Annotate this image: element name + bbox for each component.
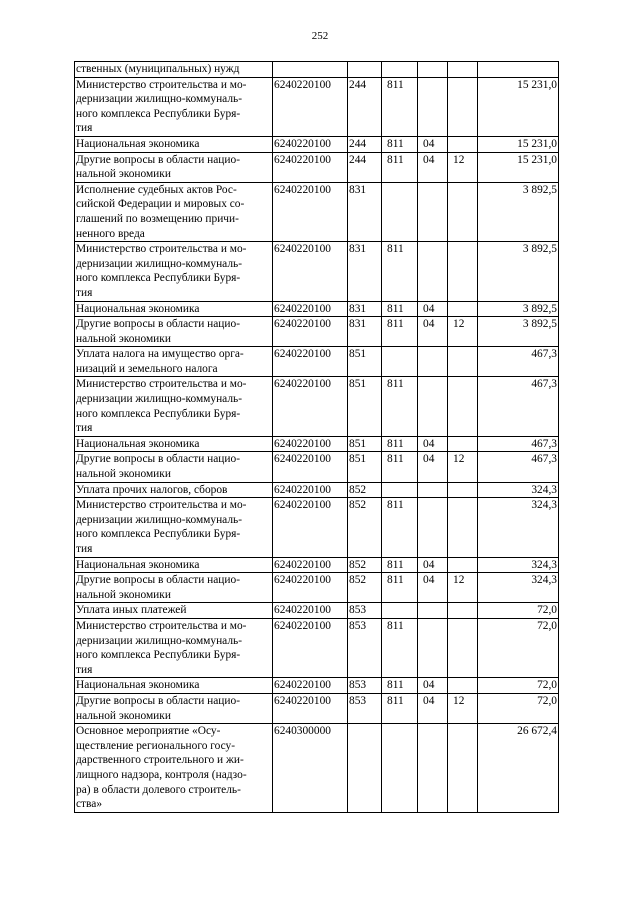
cell-expense-type: 244 <box>348 152 382 182</box>
cell-target-article <box>273 62 348 78</box>
cell-name-line: Уплата иных платежей <box>76 604 187 617</box>
table-row <box>75 317 559 347</box>
cell-subsection <box>448 377 478 436</box>
cell-section: 04 <box>418 452 448 482</box>
cell-name-line: нальной экономики <box>76 168 171 181</box>
cell-name-line: дарственного строительного и жи- <box>76 754 244 767</box>
cell-section <box>418 62 448 78</box>
cell-name-line: Другие вопросы в области нацио- <box>76 318 240 331</box>
cell-name-line: Министерство строительства и мо- <box>76 243 247 256</box>
cell-expense-type: 244 <box>348 77 382 136</box>
cell-expense-type: 853 <box>348 693 382 723</box>
cell-grbs: 811 <box>382 452 418 482</box>
cell-name <box>75 347 273 377</box>
cell-target-article: 6240220100 <box>273 557 348 573</box>
cell-name-line: глашений по возмещению причи- <box>76 212 239 225</box>
cell-name <box>75 482 273 498</box>
cell-subsection <box>448 678 478 694</box>
table-row <box>75 573 559 603</box>
table-row <box>75 242 559 301</box>
cell-target-article: 6240220100 <box>273 498 348 557</box>
cell-amount: 467,3 <box>478 452 559 482</box>
cell-name-line: Уплата налога на имущество орга- <box>76 348 244 361</box>
cell-section <box>418 618 448 677</box>
cell-amount <box>478 62 559 78</box>
cell-target-article: 6240220100 <box>273 678 348 694</box>
cell-amount: 3 892,5 <box>478 182 559 241</box>
table-row <box>75 62 559 78</box>
cell-section: 04 <box>418 436 448 452</box>
table-row <box>75 136 559 152</box>
cell-section <box>418 482 448 498</box>
cell-target-article: 6240220100 <box>273 182 348 241</box>
cell-name-line: Национальная экономика <box>76 137 200 150</box>
cell-amount: 467,3 <box>478 436 559 452</box>
cell-subsection: 12 <box>448 152 478 182</box>
cell-subsection <box>448 436 478 452</box>
cell-subsection <box>448 498 478 557</box>
cell-section: 04 <box>418 678 448 694</box>
table-row <box>75 724 559 813</box>
cell-subsection: 12 <box>448 317 478 347</box>
cell-name-line: Другие вопросы в области нацио- <box>76 574 240 587</box>
cell-grbs: 811 <box>382 436 418 452</box>
cell-name-line: нальной экономики <box>76 332 171 345</box>
cell-target-article: 6240220100 <box>273 242 348 301</box>
cell-name-line: тия <box>76 286 93 299</box>
cell-section <box>418 347 448 377</box>
cell-amount: 15 231,0 <box>478 77 559 136</box>
cell-name-line: Основное мероприятие «Осу- <box>76 725 221 738</box>
cell-name <box>75 377 273 436</box>
cell-section <box>418 724 448 813</box>
cell-expense-type: 831 <box>348 242 382 301</box>
cell-grbs <box>382 182 418 241</box>
cell-amount: 72,0 <box>478 693 559 723</box>
cell-grbs: 811 <box>382 678 418 694</box>
cell-name-line: тия <box>76 422 93 435</box>
cell-name <box>75 498 273 557</box>
cell-name-line: ненного вреда <box>76 227 145 240</box>
cell-name-line: Исполнение судебных актов Рос- <box>76 183 237 196</box>
cell-target-article: 6240220100 <box>273 693 348 723</box>
cell-amount: 72,0 <box>478 603 559 619</box>
cell-expense-type: 852 <box>348 557 382 573</box>
cell-name-line: тия <box>76 543 93 555</box>
cell-name <box>75 724 273 813</box>
cell-subsection <box>448 182 478 241</box>
cell-amount: 324,3 <box>478 557 559 573</box>
cell-subsection <box>448 242 478 301</box>
cell-name <box>75 152 273 182</box>
budget-table-body <box>75 62 559 813</box>
cell-target-article: 6240220100 <box>273 317 348 347</box>
cell-name-line: лищного надзора, контроля (надзо- <box>76 768 247 781</box>
budget-table <box>74 61 559 813</box>
cell-amount: 3 892,5 <box>478 317 559 347</box>
cell-grbs: 811 <box>382 242 418 301</box>
cell-name-line: нальной экономики <box>76 468 171 481</box>
table-row <box>75 498 559 557</box>
cell-name-line: дернизации жилищно-коммуналь- <box>76 513 242 526</box>
cell-amount: 324,3 <box>478 573 559 603</box>
cell-section: 04 <box>418 557 448 573</box>
cell-subsection <box>448 482 478 498</box>
cell-target-article: 6240220100 <box>273 136 348 152</box>
cell-subsection <box>448 618 478 677</box>
cell-expense-type: 852 <box>348 482 382 498</box>
cell-grbs: 811 <box>382 498 418 557</box>
cell-subsection: 12 <box>448 573 478 603</box>
cell-section <box>418 377 448 436</box>
cell-name <box>75 452 273 482</box>
cell-name-line: Другие вопросы в области нацио- <box>76 453 240 466</box>
cell-subsection: 12 <box>448 452 478 482</box>
cell-name-line: ства» <box>76 798 103 811</box>
cell-name <box>75 77 273 136</box>
cell-name-line: Министерство строительства и мо- <box>76 619 247 632</box>
cell-amount: 467,3 <box>478 377 559 436</box>
cell-name <box>75 573 273 603</box>
cell-section: 04 <box>418 573 448 603</box>
cell-subsection <box>448 557 478 573</box>
table-row <box>75 603 559 619</box>
cell-name-line: дернизации жилищно-коммуналь- <box>76 93 242 106</box>
table-row <box>75 678 559 694</box>
cell-target-article: 6240220100 <box>273 482 348 498</box>
table-row <box>75 557 559 573</box>
cell-name-line: Уплата прочих налогов, сборов <box>76 483 228 496</box>
cell-section: 04 <box>418 301 448 317</box>
cell-name <box>75 693 273 723</box>
cell-name <box>75 557 273 573</box>
cell-expense-type: 853 <box>348 603 382 619</box>
cell-amount: 324,3 <box>478 482 559 498</box>
cell-name-line: Национальная экономика <box>76 679 200 692</box>
cell-amount: 15 231,0 <box>478 136 559 152</box>
cell-name-line: низаций и земельного налога <box>76 362 218 375</box>
cell-expense-type: 851 <box>348 436 382 452</box>
cell-grbs: 811 <box>382 301 418 317</box>
page-number: 252 <box>311 30 329 42</box>
cell-amount: 72,0 <box>478 618 559 677</box>
cell-name-line: Министерство строительства и мо- <box>76 378 247 391</box>
cell-grbs <box>382 347 418 377</box>
cell-target-article: 6240220100 <box>273 618 348 677</box>
cell-section <box>418 498 448 557</box>
cell-name-line: ного комплекса Республики Буря- <box>76 272 241 285</box>
cell-target-article: 6240300000 <box>273 724 348 813</box>
cell-amount: 3 892,5 <box>478 301 559 317</box>
cell-name-line: тия <box>76 122 93 135</box>
cell-name-line: ного комплекса Республики Буря- <box>76 407 241 420</box>
table-row <box>75 436 559 452</box>
cell-grbs: 811 <box>382 77 418 136</box>
cell-subsection <box>448 347 478 377</box>
table-row <box>75 693 559 723</box>
cell-target-article: 6240220100 <box>273 377 348 436</box>
cell-name <box>75 242 273 301</box>
cell-name-line: Министерство строительства и мо- <box>76 78 247 91</box>
cell-name <box>75 603 273 619</box>
cell-name <box>75 436 273 452</box>
cell-section <box>418 77 448 136</box>
cell-expense-type <box>348 62 382 78</box>
cell-expense-type: 851 <box>348 347 382 377</box>
cell-grbs <box>382 603 418 619</box>
cell-subsection: 12 <box>448 693 478 723</box>
cell-section: 04 <box>418 136 448 152</box>
cell-amount: 72,0 <box>478 678 559 694</box>
cell-name <box>75 678 273 694</box>
cell-name <box>75 618 273 677</box>
cell-target-article: 6240220100 <box>273 347 348 377</box>
table-row <box>75 182 559 241</box>
cell-target-article: 6240220100 <box>273 603 348 619</box>
cell-name <box>75 182 273 241</box>
cell-subsection <box>448 603 478 619</box>
cell-name-line: Другие вопросы в области нацио- <box>76 153 240 166</box>
cell-subsection <box>448 136 478 152</box>
cell-name-line: Национальная экономика <box>76 437 200 450</box>
cell-target-article: 6240220100 <box>273 152 348 182</box>
cell-name-line: дернизации жилищно-коммуналь- <box>76 393 242 406</box>
cell-amount: 15 231,0 <box>478 152 559 182</box>
cell-grbs: 811 <box>382 573 418 603</box>
table-row <box>75 347 559 377</box>
cell-name-line: тия <box>76 663 93 676</box>
cell-grbs: 811 <box>382 377 418 436</box>
cell-subsection <box>448 724 478 813</box>
cell-name-line: нальной экономики <box>76 588 171 601</box>
cell-expense-type: 831 <box>348 317 382 347</box>
cell-section: 04 <box>418 317 448 347</box>
cell-subsection <box>448 62 478 78</box>
cell-grbs: 811 <box>382 317 418 347</box>
cell-expense-type: 831 <box>348 301 382 317</box>
cell-name-line: Национальная экономика <box>76 558 200 571</box>
cell-name-line: Другие вопросы в области нацио- <box>76 694 240 707</box>
cell-name-line: ного комплекса Республики Буря- <box>76 107 241 120</box>
cell-amount: 26 672,4 <box>478 724 559 813</box>
cell-target-article: 6240220100 <box>273 573 348 603</box>
cell-expense-type: 244 <box>348 136 382 152</box>
cell-section: 04 <box>418 152 448 182</box>
cell-amount: 3 892,5 <box>478 242 559 301</box>
cell-section <box>418 603 448 619</box>
cell-grbs <box>382 62 418 78</box>
cell-section <box>418 182 448 241</box>
cell-target-article: 6240220100 <box>273 301 348 317</box>
table-row <box>75 482 559 498</box>
cell-name <box>75 62 273 78</box>
cell-grbs: 811 <box>382 152 418 182</box>
cell-expense-type: 851 <box>348 452 382 482</box>
cell-section <box>418 242 448 301</box>
cell-expense-type: 852 <box>348 573 382 603</box>
cell-expense-type <box>348 724 382 813</box>
cell-name-line: сийской Федерации и мировых со- <box>76 198 245 211</box>
cell-subsection <box>448 77 478 136</box>
cell-grbs: 811 <box>382 557 418 573</box>
cell-amount: 467,3 <box>478 347 559 377</box>
cell-target-article: 6240220100 <box>273 77 348 136</box>
cell-grbs: 811 <box>382 693 418 723</box>
table-row <box>75 77 559 136</box>
cell-name-line: Национальная экономика <box>76 302 200 315</box>
cell-expense-type: 853 <box>348 618 382 677</box>
cell-section: 04 <box>418 693 448 723</box>
cell-grbs: 811 <box>382 618 418 677</box>
table-row <box>75 377 559 436</box>
cell-expense-type: 831 <box>348 182 382 241</box>
cell-name-line: ществление регионального госу- <box>76 739 236 752</box>
table-row <box>75 301 559 317</box>
cell-name-line: ного комплекса Республики Буря- <box>76 528 241 541</box>
cell-name <box>75 317 273 347</box>
cell-grbs <box>382 724 418 813</box>
cell-name <box>75 136 273 152</box>
cell-subsection <box>448 301 478 317</box>
cell-amount: 324,3 <box>478 498 559 557</box>
cell-expense-type: 853 <box>348 678 382 694</box>
cell-name-line: ственных (муниципальных) нужд <box>76 63 240 75</box>
cell-name-line: дернизации жилищно-коммуналь- <box>76 257 242 270</box>
cell-target-article: 6240220100 <box>273 436 348 452</box>
cell-name-line: ра) в области долевого строитель- <box>76 783 241 796</box>
table-row <box>75 152 559 182</box>
cell-target-article: 6240220100 <box>273 452 348 482</box>
cell-expense-type: 851 <box>348 377 382 436</box>
cell-grbs: 811 <box>382 136 418 152</box>
cell-name-line: ного комплекса Республики Буря- <box>76 649 241 662</box>
cell-name-line: нальной экономики <box>76 709 171 722</box>
cell-name-line: дернизации жилищно-коммуналь- <box>76 634 242 647</box>
cell-grbs <box>382 482 418 498</box>
table-row <box>75 452 559 482</box>
cell-name-line: Министерство строительства и мо- <box>76 499 247 512</box>
cell-name <box>75 301 273 317</box>
table-row <box>75 618 559 677</box>
cell-expense-type: 852 <box>348 498 382 557</box>
